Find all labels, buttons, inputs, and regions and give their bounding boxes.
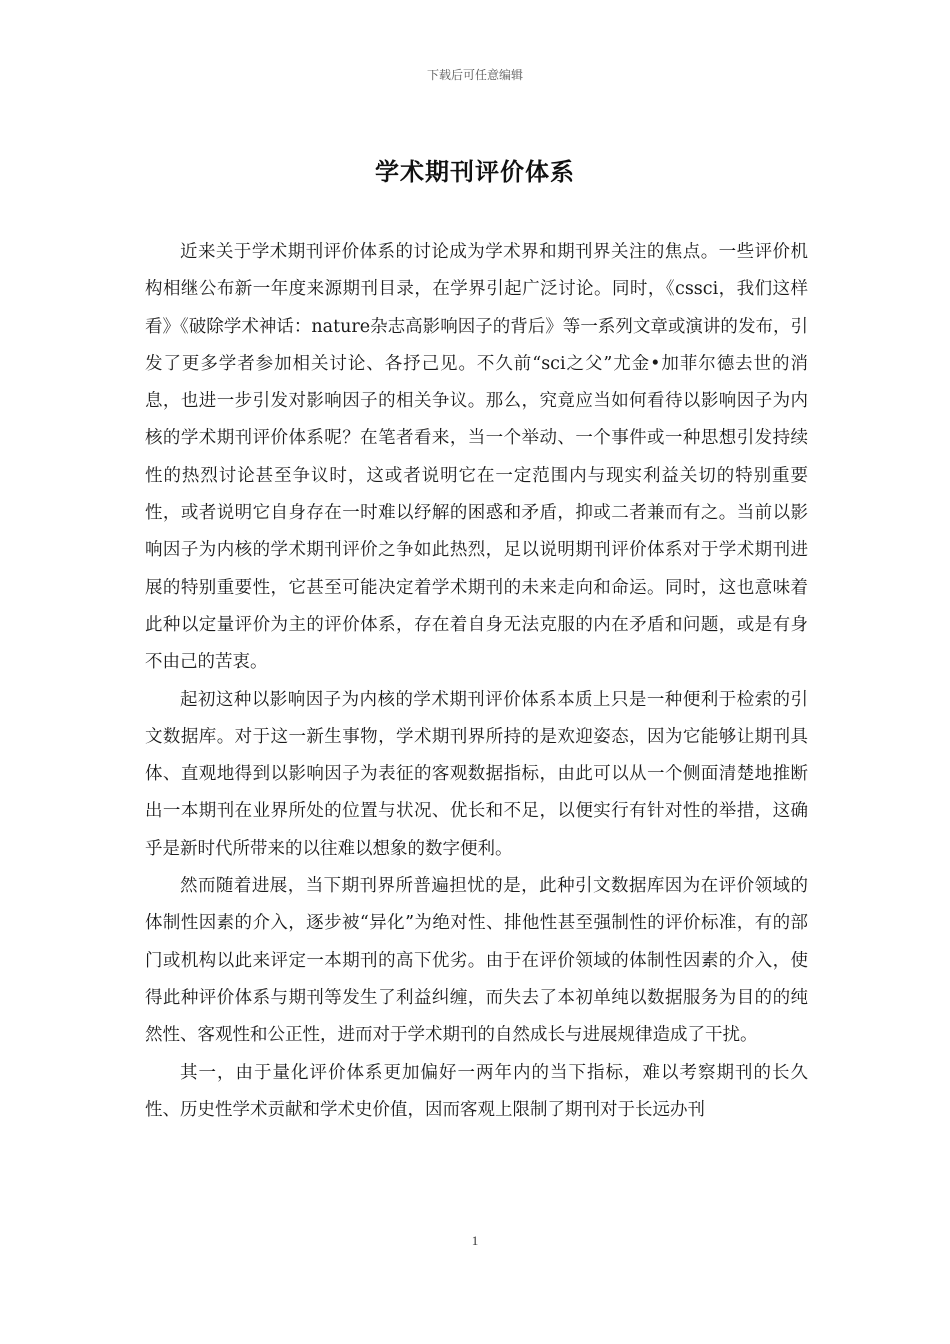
paragraph-4: 其一，由于量化评价体系更加偏好一两年内的当下指标，难以考察期刊的长久性、历史性学术贡献和学术史价值，因而客观上限制了期刊对于长远办刊 xyxy=(145,1062,808,1120)
document-title: 学术期刊评价体系 xyxy=(375,158,575,186)
paragraph-1: 近来关于学术期刊评价体系的讨论成为学术界和期刊界关注的焦点。一些评价机构相继公布新一年度来源期刊目录，在学界引起广泛讨论。同时，《cssci，我们这样看》《破除学术神话：nature杂志高影响因子的背后》等一系列文章或演讲的发布，引发了更多学者参加相关讨论、各抒己见。不久前“sci之父”尤金•加菲尔德去世的消息，也进一步引发对影响因子的相关争议。那么，究竟应当如何看待以影响因子为内核的学术期刊评价体系呢？在笔者看来，当一个举动、一个事件或一种思想引发持续性的热烈讨论甚至争议时，这或者说明它在一定范围内与现实利益关切的特别重要性，或者说明它自身存在一时难以纾解的困惑和矛盾，抑或二者兼而有之。当前以影响因子为内核的学术期刊评价之争如此热烈，足以说明期刊评价体系对于学术期刊进展的特别重要性，它甚至可能决定着学术期刊的未来走向和命运。同时，这也意味着此种以定量评价为主的评价体系，存在着自身无法克服的内在矛盾和问题，或是有身不由己的苦衷。 xyxy=(145,242,808,673)
page-number: 1 xyxy=(471,1233,479,1248)
document-body xyxy=(145,234,808,1129)
paragraph-3: 然而随着进展，当下期刊界所普遍担忧的是，此种引文数据库因为在评价领域的体制性因素的介入，逐步被“异化”为绝对性、排他性甚至强制性的评价标准，有的部门或机构以此来评定一本期刊的高下优劣。由于在评价领域的体制性因素的介入，使得此种评价体系与期刊等发生了利益纠缠，而失去了本初单纯以数据服务为目的的纯然性、客观性和公正性，进而对于学术期刊的自然成长与进展规律造成了干扰。 xyxy=(145,876,808,1046)
paragraph-2: 起初这种以影响因子为内核的学术期刊评价体系本质上只是一种便利于检索的引文数据库。对于这一新生事物，学术期刊界所持的是欢迎姿态，因为它能够让期刊具体、直观地得到以影响因子为表征的客观数据指标，由此可以从一个侧面清楚地推断出一本期刊在业界所处的位置与状况、优长和不足，以便实行有针对性的举措，这确乎是新时代所带来的以往难以想象的数字便利。 xyxy=(145,689,808,859)
page-header-note: 下载后可任意编辑 xyxy=(426,68,523,82)
